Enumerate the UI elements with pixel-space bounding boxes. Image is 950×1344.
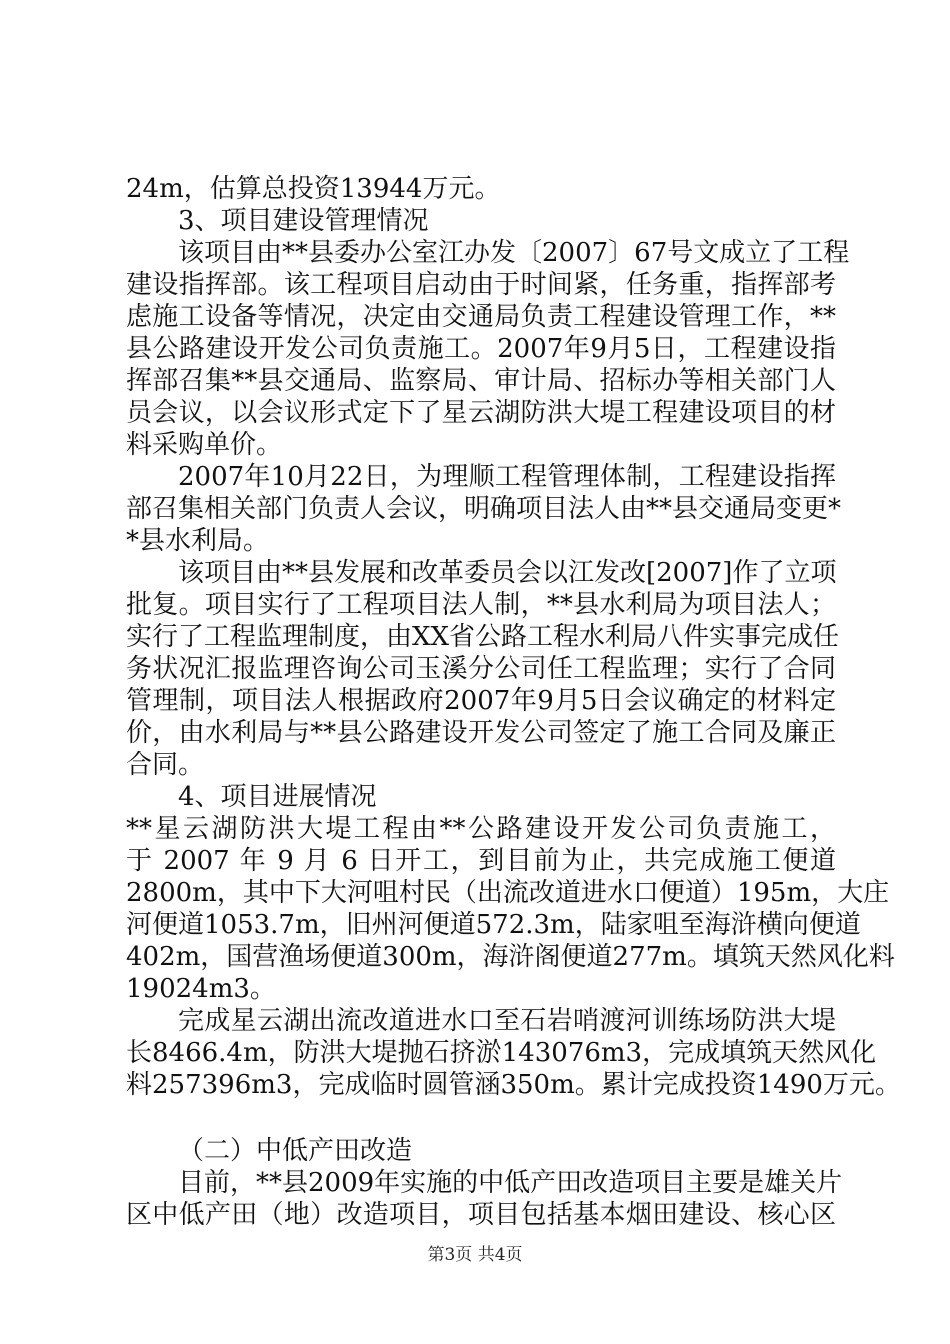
text-line: 料采购单价。 xyxy=(126,430,283,460)
text-line: **星云湖防洪大堤工程由**公路建设开发公司负责施工， xyxy=(126,814,836,844)
text-line: 虑施工设备等情况，决定由交通局负责工程建设管理工作，** xyxy=(126,302,836,332)
text-line: 建设指挥部。该工程项目启动由于时间紧，任务重，指挥部考 xyxy=(126,270,836,300)
section-heading: 4、项目进展情况 xyxy=(178,782,377,812)
text-line: 该项目由**县发展和改革委员会以江发改[2007]作了立项 xyxy=(178,558,837,588)
section-heading: 3、项目建设管理情况 xyxy=(178,206,429,236)
text-line: 价，由水利局与**县公路建设开发公司签定了施工合同及廉正 xyxy=(126,718,836,748)
text-line: 河便道1053.7m，旧州河便道572.3m，陆家咀至海浒横向便道 xyxy=(126,910,861,940)
text-line: 部召集相关部门负责人会议，明确项目法人由**县交通局变更* xyxy=(126,494,842,524)
text-line: *县水利局。 xyxy=(126,526,270,556)
text-line: 目前，**县2009年实施的中低产田改造项目主要是雄关片 xyxy=(178,1168,843,1198)
text-line: 县公路建设开发公司负责施工。2007年9月5日，工程建设指 xyxy=(126,334,836,364)
text-line: 员会议，以会议形式定下了星云湖防洪大堤工程建设项目的材 xyxy=(126,398,836,428)
text-line: 2007年10月22日，为理顺工程管理体制，工程建设指挥 xyxy=(178,462,836,492)
text-line: 19024m3。 xyxy=(126,974,276,1004)
text-line: 区中低产田（地）改造项目，项目包括基本烟田建设、核心区 xyxy=(126,1200,836,1230)
text-line: 2800m，其中下大河咀村民（出流改道进水口便道）195m，大庄 xyxy=(126,878,890,908)
text-line: 实行了工程监理制度，由XX省公路工程水利局八件实事完成任 xyxy=(126,622,840,652)
text-line: 务状况汇报监理咨询公司玉溪分公司任工程监理；实行了合同 xyxy=(126,654,836,684)
text-line: 完成星云湖出流改道进水口至石岩哨渡河训练场防洪大堤 xyxy=(178,1006,836,1036)
text-line: 管理制，项目法人根据政府2007年9月5日会议确定的材料定 xyxy=(126,686,836,716)
text-line: 长8466.4m，防洪大堤抛石挤淤143076m3，完成填筑天然风化 xyxy=(126,1038,877,1068)
text-line: 料257396m3，完成临时圆管涵350m。累计完成投资1490万元。 xyxy=(126,1070,901,1100)
text-line: 402m，国营渔场便道300m，海浒阁便道277m。填筑天然风化料 xyxy=(126,942,895,972)
text-line: 挥部召集**县交通局、监察局、审计局、招标办等相关部门人 xyxy=(126,366,836,396)
page-number-footer: 第3页 共4页 xyxy=(427,1245,523,1265)
text-line: 该项目由**县委办公室江办发〔2007〕67号文成立了工程 xyxy=(178,238,850,268)
section-heading: （二）中低产田改造 xyxy=(178,1136,413,1166)
document-body xyxy=(126,173,901,1231)
text-line: 于 2007 年 9 月 6 日开工，到目前为止，共完成施工便道 xyxy=(126,846,836,876)
text-line: 批复。项目实行了工程项目法人制，**县水利局为项目法人； xyxy=(126,590,836,620)
text-line: 合同。 xyxy=(126,750,205,780)
text-line: 24m，估算总投资13944万元。 xyxy=(126,174,501,204)
